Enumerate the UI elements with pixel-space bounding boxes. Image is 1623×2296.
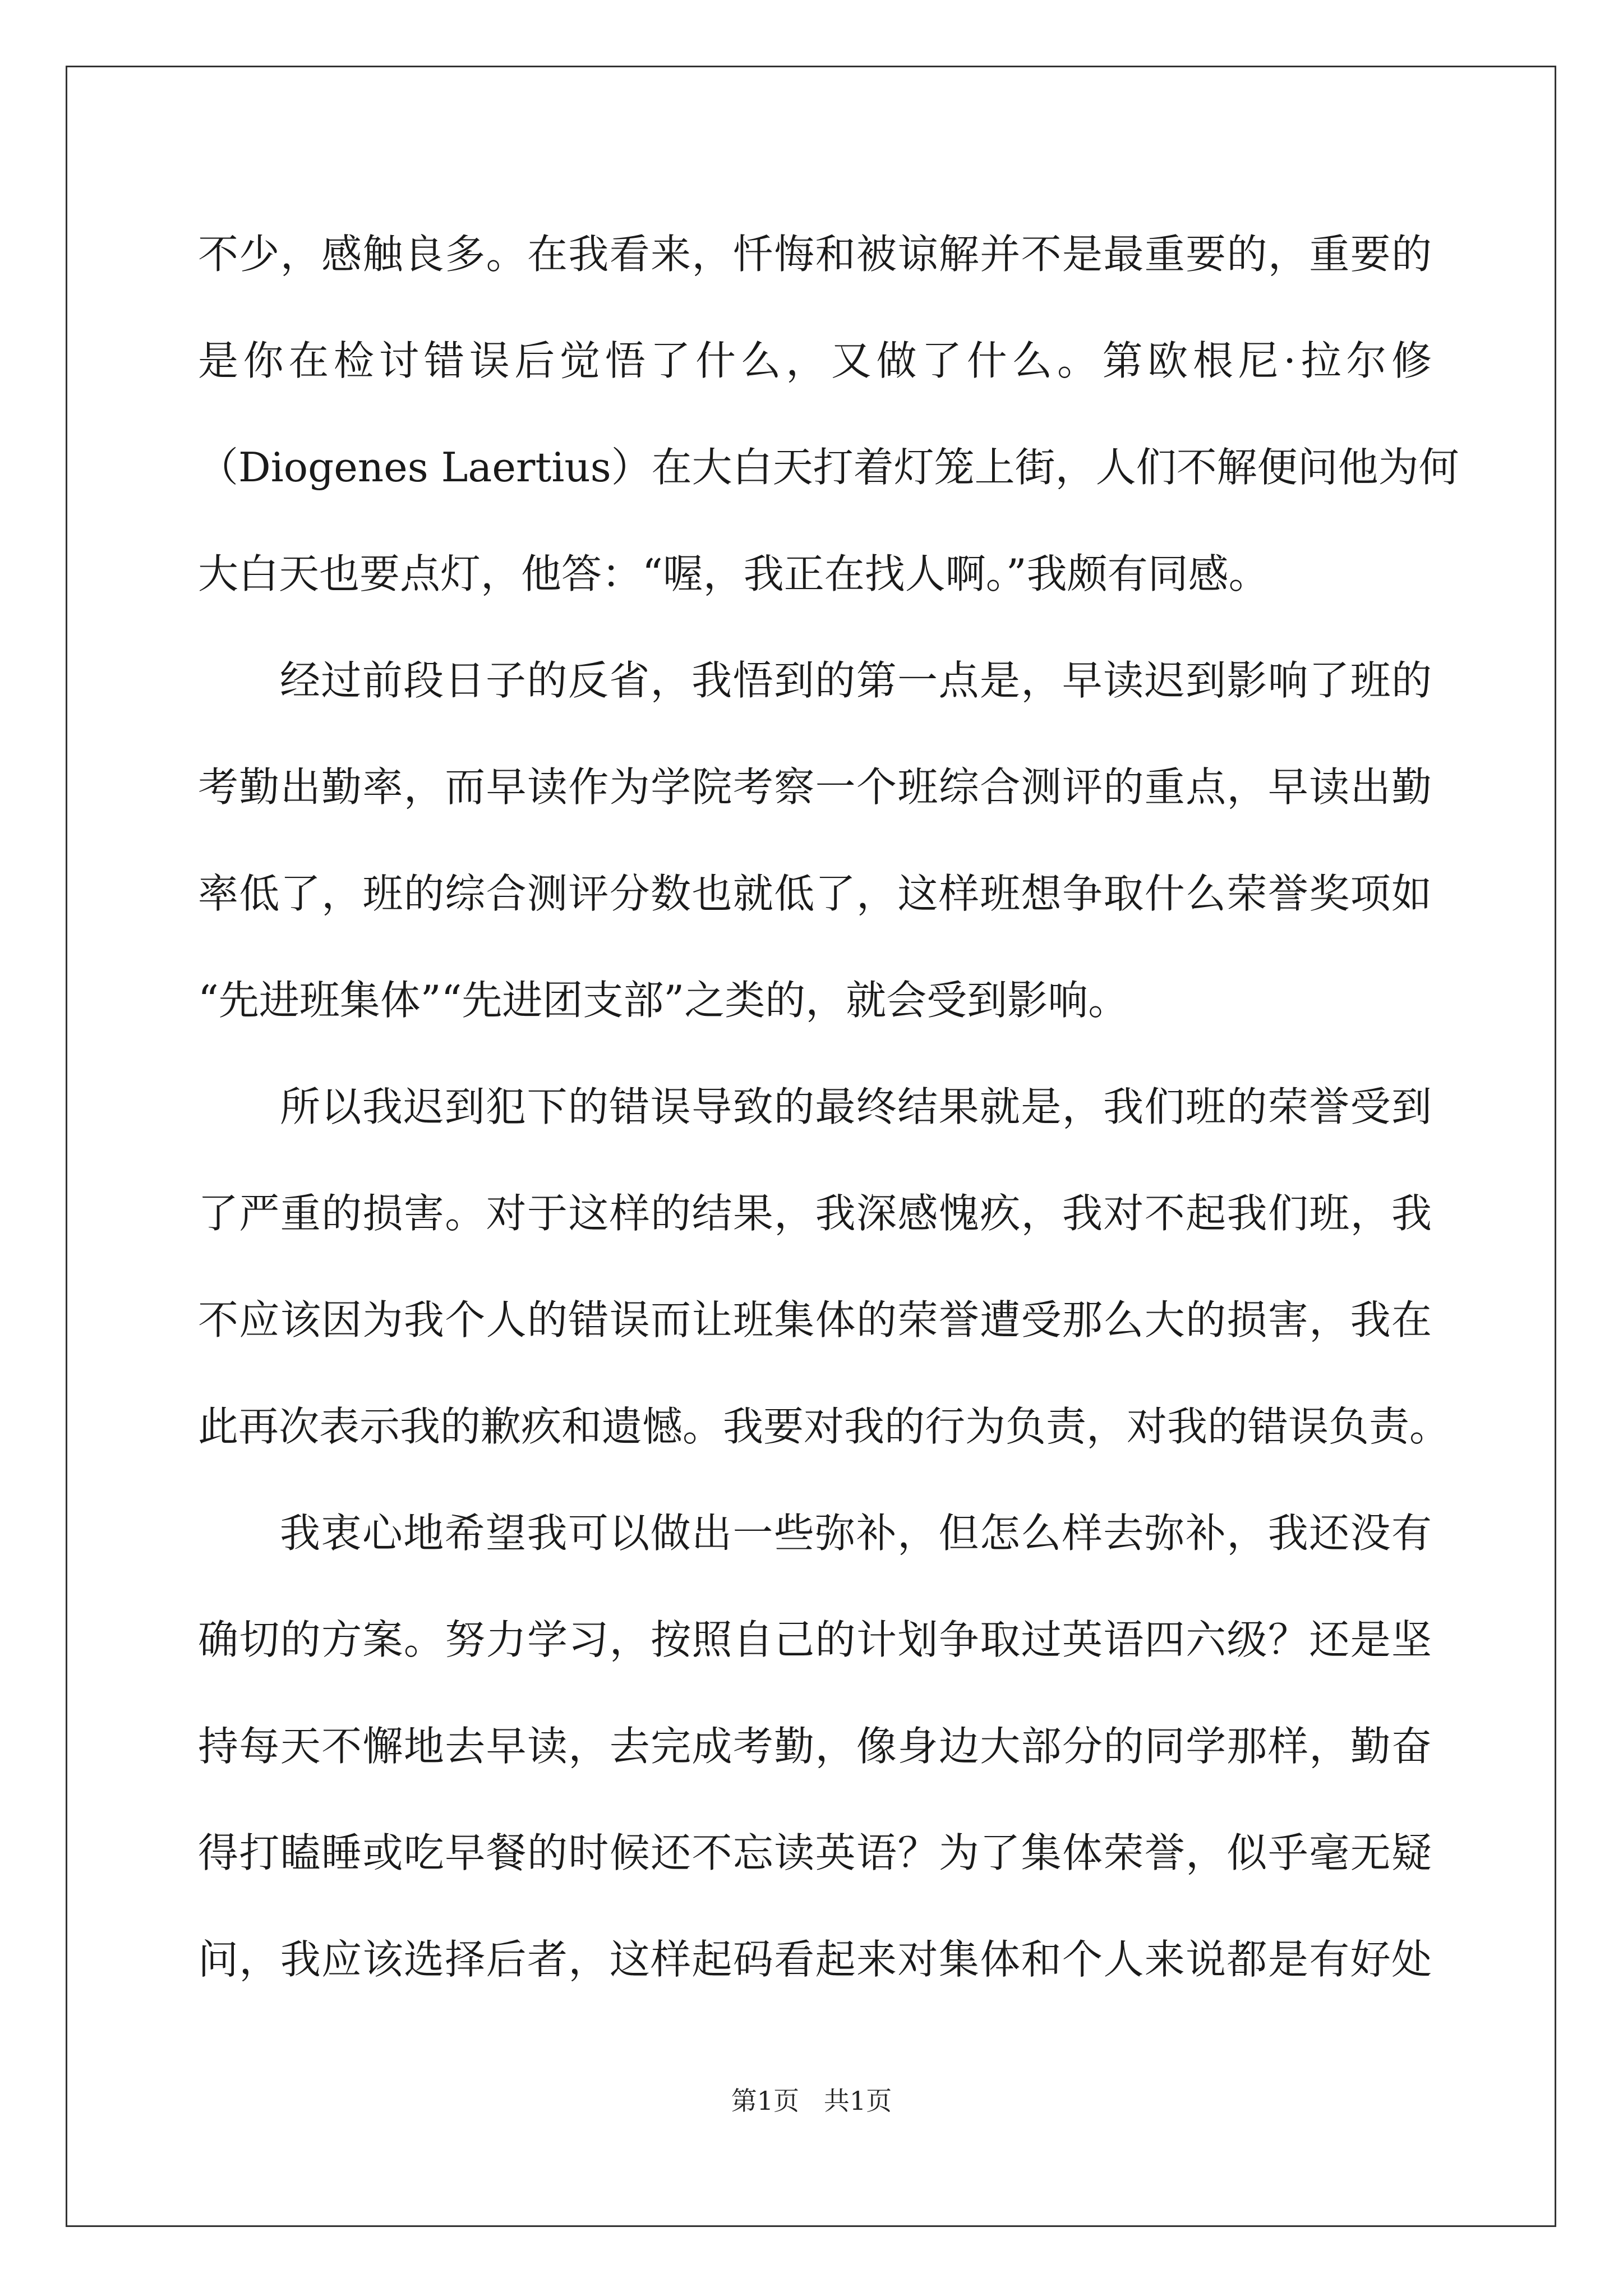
body-text-line: 大白天也要点灯，他答：“喔，我正在找人啊。”我颇有同感。 — [198, 550, 1269, 597]
body-text-line: 经过前段日子的反省，我悟到的第一点是，早读迟到影响了班的 — [280, 657, 1432, 704]
body-text-line: 确切的方案。努力学习，按照自己的计划争取过英语四六级？还是坚 — [198, 1616, 1432, 1663]
body-text-line: 所以我迟到犯下的错误导致的最终结果就是，我们班的荣誉受到 — [280, 1083, 1432, 1130]
body-text-line: 是你在检讨错误后觉悟了什么，又做了什么。第欧根尼·拉尔修 — [198, 337, 1432, 384]
body-text-line: 得打瞌睡或吃早餐的时候还不忘读英语？为了集体荣誉，似乎毫无疑 — [198, 1829, 1432, 1876]
body-text-line: 不少，感触良多。在我看来，忏悔和被谅解并不是最重要的，重要的 — [198, 231, 1432, 278]
body-text-line: 我衷心地希望我可以做出一些弥补，但怎么样去弥补，我还没有 — [280, 1510, 1432, 1557]
body-text-line: 不应该因为我个人的错误而让班集体的荣誉遭受那么大的损害，我在 — [198, 1296, 1432, 1343]
page-number-footer: 第1页 共1页 — [731, 2086, 892, 2116]
body-text-line: 考勤出勤率，而早读作为学院考察一个班综合测评的重点，早读出勤 — [198, 763, 1432, 811]
body-text-line: 此再次表示我的歉疚和遗憾。我要对我的行为负责，对我的错误负责。 — [198, 1403, 1450, 1450]
body-text-line: 问，我应该选择后者，这样起码看起来对集体和个人来说都是有好处 — [198, 1936, 1432, 1983]
body-text-line: 持每天不懈地去早读，去完成考勤，像身边大部分的同学那样，勤奋 — [198, 1723, 1432, 1770]
body-text-line: （Diogenes Laertius）在大白天打着灯笼上街，人们不解便问他为何 — [198, 444, 1459, 491]
body-text-line: 率低了，班的综合测评分数也就低了，这样班想争取什么荣誉奖项如 — [198, 870, 1432, 917]
document-body — [198, 201, 1459, 2013]
body-text-line: 了严重的损害。对于这样的结果，我深感愧疚，我对不起我们班，我 — [198, 1190, 1432, 1237]
body-text-line: “先进班集体”“先进团支部”之类的，就会受到影响。 — [198, 977, 1129, 1024]
